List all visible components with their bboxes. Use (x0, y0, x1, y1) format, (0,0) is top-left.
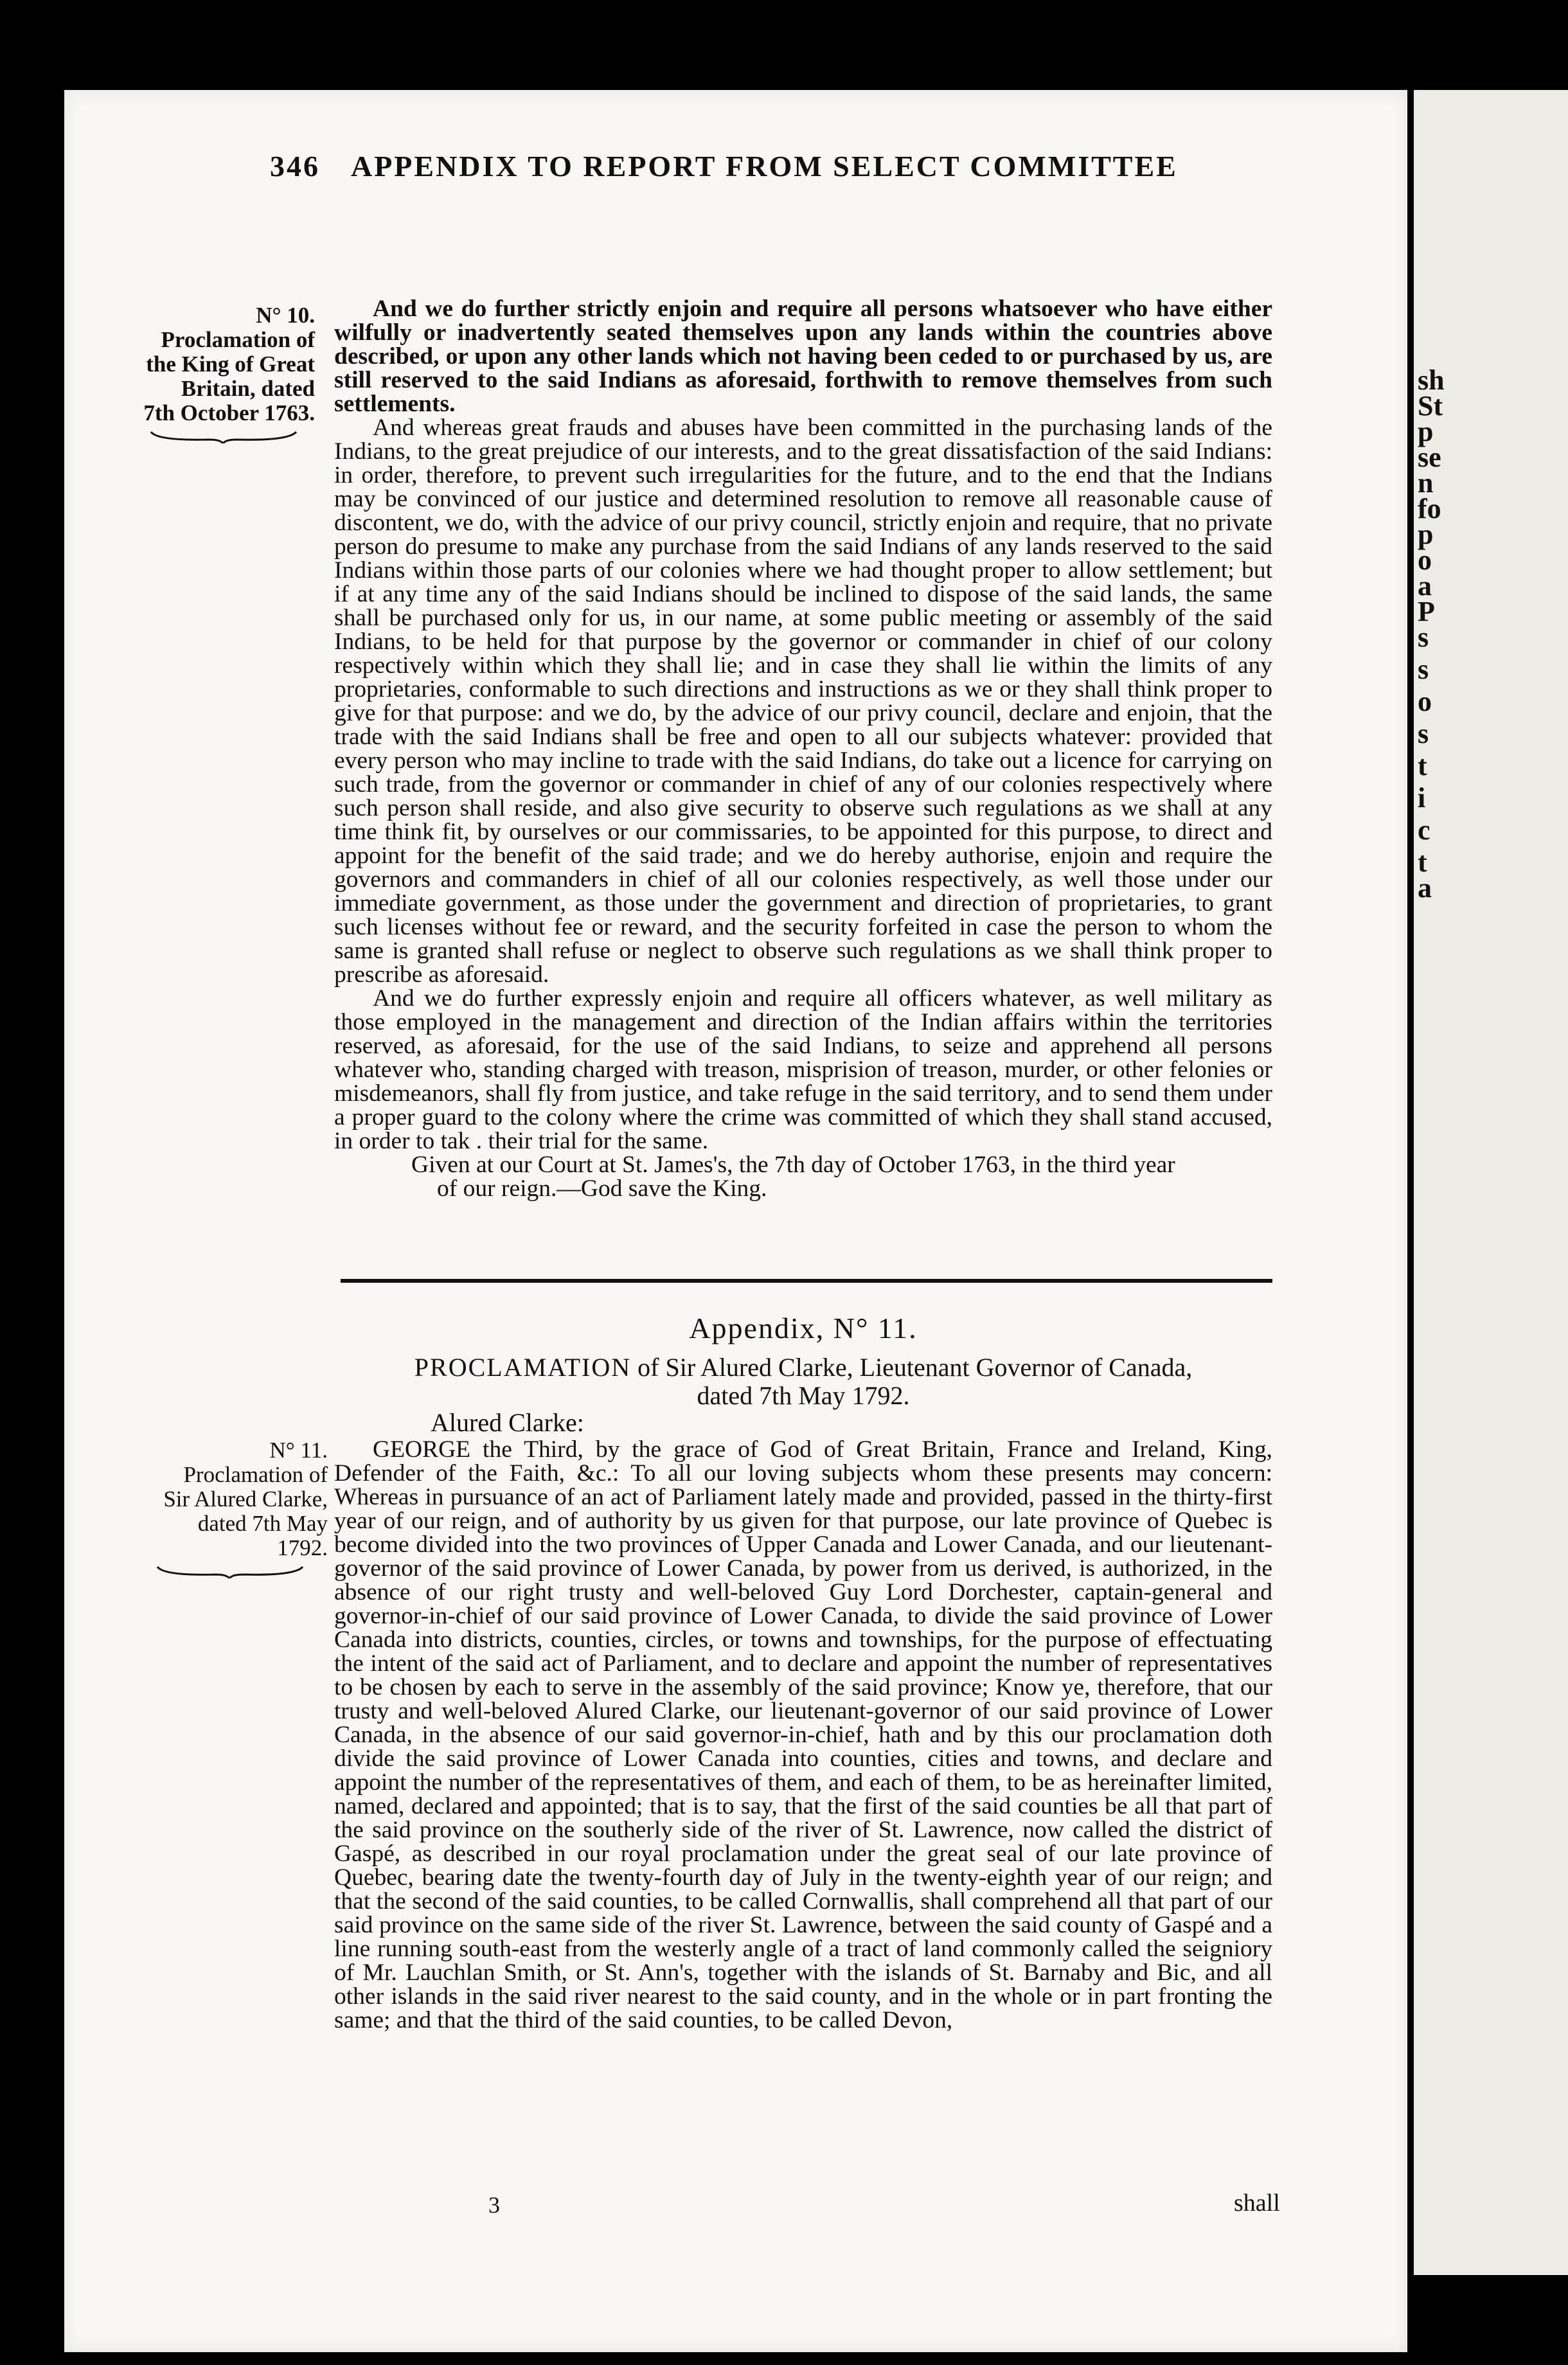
catchword: shall (1234, 2190, 1280, 2217)
section-divider (341, 1279, 1272, 1283)
proclamation-title-rest: of Sir Alured Clarke, Lieutenant Governor of Canada, dated 7th May 1792. (637, 1353, 1193, 1410)
adjacent-page-fragment: t (1418, 846, 1427, 878)
adjacent-page-fragment: o (1418, 544, 1432, 576)
margin-note-number: N° 10. (256, 303, 315, 328)
section-11-text (334, 1438, 1272, 2032)
given-at-line-2: of our reign.—God save the King. (437, 1175, 767, 1202)
adjacent-page-fragment: fo (1418, 493, 1441, 524)
margin-note-line: Sir Alured Clarke, (163, 1486, 328, 1512)
adjacent-page-fragment: c (1418, 814, 1430, 846)
running-header (270, 149, 1272, 183)
adjacent-page-fragment: n (1418, 467, 1434, 499)
margin-note-line: Proclamation of (161, 327, 315, 352)
signature-mark: 3 (488, 2192, 500, 2218)
proclamation-word: PROCLAMATION (414, 1353, 632, 1382)
adjacent-page-fragment: t (1418, 750, 1427, 781)
brace-ornament (132, 1564, 328, 1578)
margin-note-number: N° 11. (269, 1438, 328, 1463)
section-10-text (334, 297, 1272, 1200)
margin-note-line: 7th October 1763. (143, 400, 315, 425)
margin-note-line: dated 7th May (197, 1511, 328, 1536)
margin-note-line: Britain, dated (181, 376, 315, 401)
margin-note-line: 1792. (277, 1535, 328, 1560)
paragraph: And we do further strictly enjoin and require all persons whatsoever who have either wilfully or inadvertently seated themselves upon any lands within the countries above described, or upon any other lands which not having been ceded to or purchased by us, are still reserved to the said Indians as aforesaid, forthwith to remove themselves from such settlements. (334, 296, 1272, 417)
given-at-line: Given at our Court at St. James's, the 7th day of October 1763, in the third year (411, 1152, 1175, 1178)
margin-note-line: the King of Great (146, 352, 315, 377)
paragraph: And whereas great frauds and abuses have been committed in the purchasing lands of the Indians, to the great prejudice of our interests, and to the great dissatisfaction of the said Indians: in order, therefore, to prevent such irregularities for the future, and to the end that the Indians may be convinced of our justice and determined resolution to remove all reasonable cause of discontent, we do, with the advice of our privy council, strictly enjoin and require, that no private person do presume to make any purchase from the said Indians of any lands reserved to the said Indians within those parts of our colonies where we had thought proper to allow settlement; but if at any time any of the said Indians should be inclined to dispose of the said lands, the same shall be purchased only for us, in our name, at some public meeting or assembly of the said Indians, to be held for that purpose by the governor or commander in chief of our colony respectively within which they shall lie; and in case they shall lie within the limits of any proprietaries, conformable to such directions and instructions as we or they shall think proper to give for that purpose: and we do, by the advice of our privy council, declare and enjoin, that the trade with the said Indians shall be free and open to all our subjects whatever: provided that every person who may incline to trade with the said Indians, do take out a licence for carrying on such trade, from the governor or commander in chief of any of our colonies respectively where such person shall reside, and also give security to observe such regulations as we shall at any time think fit, by ourselves or our commissaries, to be appointed for this purpose, to direct and appoint for the benefit of the said trade; and we do hereby authorise, enjoin and require the governors and commanders in chief of all our colonies respectively, as well those under our immediate government, as those under the government and direction of proprietaries, to grant such licenses without fee or reward, and the security forfeited in case the person to whom the same is granted shall refuse or neglect to observe such regulations as we shall think proper to prescribe as aforesaid. (334, 415, 1273, 988)
adjacent-page-fragment: se (1418, 442, 1441, 473)
margin-note-11 (132, 1438, 328, 1578)
adjacent-page-fragment: p (1418, 416, 1434, 447)
running-title: APPENDIX TO REPORT FROM SELECT COMMITTEE (350, 150, 1178, 183)
adjacent-page-fragment: i (1418, 782, 1426, 814)
adjacent-page-fragment: o (1418, 686, 1432, 717)
margin-note-10 (132, 303, 315, 443)
margin-note-line: Proclamation of (183, 1462, 328, 1487)
proclamation-title (386, 1353, 1221, 1410)
paragraph: GEORGE the Third, by the grace of God of Great Britain, France and Ireland, King, Defender of the Faith, &c.: To all our loving subjects whom these presents may concern: Whereas in pursuance of an act of Parliament lately made and provided, passed in the thirty-first year of our reign, and of authority by us given for that purpose, our late province of Quebec is become divided into the two provinces of Upper Canada and Lower Canada, and our lieutenant-governor of the said province of Lower Canada, by power from us derived, is authorized, in the absence of our right trusty and well-beloved Guy Lord Dorchester, captain-general and governor-in-chief of our said province of Lower Canada, to divide the said province of Lower Canada into districts, counties, circles, or towns and townships, for the purpose of effectuating the intent of the said act of Parliament, and to declare and appoint the number of representatives to be chosen by each to serve in the assembly of the said province; Know ye, therefore, that our trusty and well-beloved Alured Clarke, our lieutenant-governor of our said province of Lower Canada, in the absence of our said governor-in-chief, hath and by this our proclamation doth divide the said province of Lower Canada into counties, cities and towns, and declare and appoint the number of the representatives of them, and each of them, to be as hereinafter limited, named, declared and appointed; that is to say, that the first of the said counties be all that part of the said province on the southerly side of the river of St. Lawrence, now called the district of Gaspé, as described in our royal proclamation under the great seal of our late province of Quebec, bearing date the twenty-fourth day of July in the twenty-eighth year of our reign; and that the second of the said counties, to be called Cornwallis, shall comprehend all that part of our said province on the same side of the river St. Lawrence, between the said county of Gaspé and a line running south-east from the westerly angle of a tract of land commonly called the seigniory of Mr. Lauchlan Smith, or St. Ann's, together with the islands of St. Barnaby and Bic, and all other islands in the said river nearest to the said county, and in the whole or in part fronting the same; and that the third of the said counties, to be called Devon, (334, 1436, 1272, 2033)
adjacent-page-fragment: p (1418, 519, 1434, 550)
adjacent-page-edge (1414, 90, 1568, 2275)
paragraph: And we do further expressly enjoin and require all officers whatever, as well military as those employed in the management and direction of the Indian affairs within the territories reserved, as aforesaid, for the use of the said Indians, to seize and apprehend all persons whatever who, standing charged with treason, misprision of treason, murder, or other felonies or misdemeanors, shall fly from justice, and take refuge in the said territory, and to send them under a proper guard to the colony where the crime was committed of which they shall stand accused, in order to tak . their trial for the same. (334, 985, 1272, 1154)
signatory: Alured Clarke: (431, 1408, 584, 1437)
adjacent-page-fragment: sh (1418, 364, 1445, 396)
appendix-heading: Appendix, N° 11. (689, 1312, 918, 1344)
adjacent-page-fragment: a (1418, 570, 1432, 602)
adjacent-page-fragment: St (1418, 390, 1443, 422)
brace-ornament (132, 429, 315, 443)
adjacent-page-fragment: P (1418, 596, 1435, 627)
adjacent-page-fragment: a (1418, 872, 1432, 904)
adjacent-page-fragment: s (1418, 654, 1429, 685)
adjacent-page-fragment: s (1418, 621, 1429, 653)
adjacent-page-fragment: s (1418, 718, 1429, 749)
page-number: 346 (270, 150, 320, 183)
